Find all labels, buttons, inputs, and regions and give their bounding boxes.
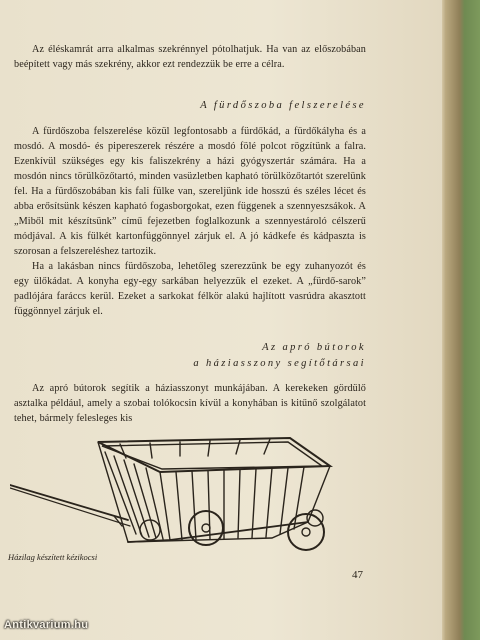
intro-paragraph xyxy=(14,42,366,72)
bathroom-paragraph-1: A fürdőszoba felszerelése közül legfontosabb a fürdőkád, a fürdőkályha és a mosdó. A mosdó- és pipereszerek részére a mosdó fölé polcot rögzítünk a falra. Ezenkívül szükséges egy kis faliszekrény a házi gyógyszertár számára. Ha a mosdón nincs törülközőtartó, minden vasüzletben kapható törülközőtartót szerelünk fel. Ha a fürdőszobában kis fali fülke van, szereljünk ide hosszú és széles lécet és abba erősítsünk készen kapható fogasborgokat, ezen függenek a szennyeszsákok. A „Miből mit készítsünk” című fejezetben foglalkozunk a szennyestároló célszerű módjával. A kis fülkét kartonfüggönnyel zárjuk el. A jó kádkefe és kádpaszta is szorosan a felszereléshez tartozik. xyxy=(14,126,366,257)
page-number: 47 xyxy=(352,569,363,581)
intro-text: Az éléskamrát arra alkalmas szekrénnyel pótolhatjuk. Ha van az előszobában beépített vagy más szekrény, akkor ezt rendezzük be erre a célra. xyxy=(14,44,366,70)
furniture-section-body xyxy=(14,381,366,426)
illustration-caption: Házilag készített kézikocsi xyxy=(8,552,98,562)
wheeled-cart-drawing-icon xyxy=(10,430,340,570)
watermark: Antikvarium.hu xyxy=(4,619,89,631)
bathroom-paragraph-2: Ha a lakásban nincs fürdőszoba, lehetőleg szerezzünk be egy zuhanyozót és egy ülőkádat. A konyha egy-egy sarkában helyezzük el ezeket. A „fürdő-sarok” padlójára faráccs kerül. Ezeket a sarkokat félkör alakú hajlított vasrúdra akasztott függönnyel zárjuk el. xyxy=(14,261,366,317)
section-heading-furniture-line2: a háziasszony segítőtársai xyxy=(193,358,366,369)
section-heading-furniture-line1: Az apró bútorok xyxy=(262,342,366,353)
furniture-paragraph: Az apró bútorok segítik a háziasszonyt munkájában. A kerekeken gördülő asztalka például, amely a szobai tolókocsin kívül a konyhában is kitűnő szolgálatot tehet, bármely felesleges kis xyxy=(14,383,366,424)
book-binding xyxy=(446,0,480,640)
bathroom-section-body xyxy=(14,124,366,319)
section-heading-bathroom: A fürdőszoba felszerelése xyxy=(200,100,366,111)
